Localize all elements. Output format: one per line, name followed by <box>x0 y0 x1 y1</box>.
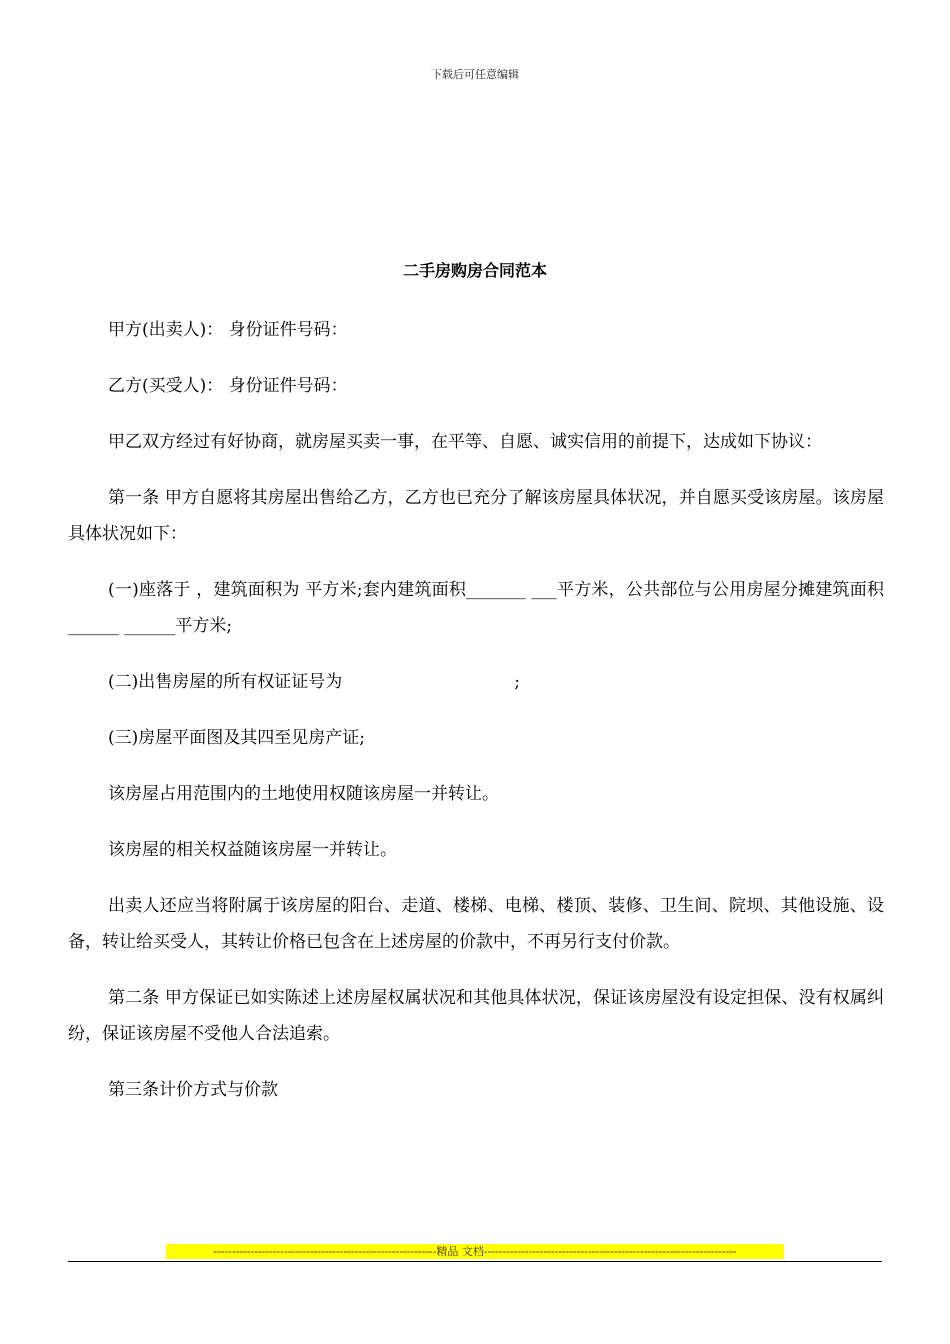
item-2-semicolon: ; <box>514 672 520 692</box>
document-title: 二手房购房合同范本 <box>402 261 547 280</box>
party-b-line: 乙方(买受人)： 身份证件号码： <box>108 376 348 396</box>
item-3-floorplan-paragraph: (三)房屋平面图及其四至见房产证; <box>108 728 365 748</box>
article-3-heading: 第三条计价方式与价款 <box>108 1080 278 1100</box>
article-2-paragraph: 第二条 甲方保证已如实陈述上述房屋权属状况和其他具体状况，保证该房屋没有设定担保、没有权属纠纷，保证该房屋不受他人合法追索。 <box>68 988 884 1044</box>
header-note: 下载后可任意编辑 <box>431 68 519 81</box>
footer-label: 精品 文档 <box>436 1245 484 1258</box>
article-1-paragraph: 第一条 甲方自愿将其房屋出售给乙方，乙方也已充分了解该房屋具体状况，并自愿买受该房屋。该房屋具体状况如下： <box>68 488 884 544</box>
party-a-line: 甲方(出卖人)： 身份证件号码： <box>108 320 348 340</box>
footer-right-dashes: -------------------------------------------------------------------- <box>483 1245 737 1258</box>
document-body <box>68 312 884 1128</box>
preamble-paragraph: 甲乙双方经过有好协商，就房屋买卖一事，在平等、自愿、诚实信用的前提下，达成如下协议： <box>108 432 822 452</box>
footer-left-dashes: ------------------------------------------------------------ <box>213 1245 437 1258</box>
land-use-paragraph: 该房屋占用范围内的土地使用权随该房屋一并转让。 <box>108 784 499 804</box>
fixtures-paragraph: 出卖人还应当将附属于该房屋的阳台、走道、楼梯、电梯、楼顶、装修、卫生间、院坝、其他设施、设备，转让给买受人，其转让价格已包含在上述房屋的价款中，不再另行支付价款。 <box>68 896 884 952</box>
item-2-certificate-paragraph <box>68 664 884 700</box>
footer-rule <box>68 1261 882 1262</box>
related-rights-paragraph: 该房屋的相关权益随该房屋一并转让。 <box>108 840 397 860</box>
item-2-text: (二)出售房屋的所有权证证号为 <box>108 672 343 692</box>
footer-highlight-band <box>166 1244 784 1259</box>
item-1-location-paragraph: (一)座落于 ，建筑面积为 平方米;套内建筑面积_______ ___平方米，公共部位与公用房屋分摊建筑面积______ ______平方米; <box>68 580 884 636</box>
